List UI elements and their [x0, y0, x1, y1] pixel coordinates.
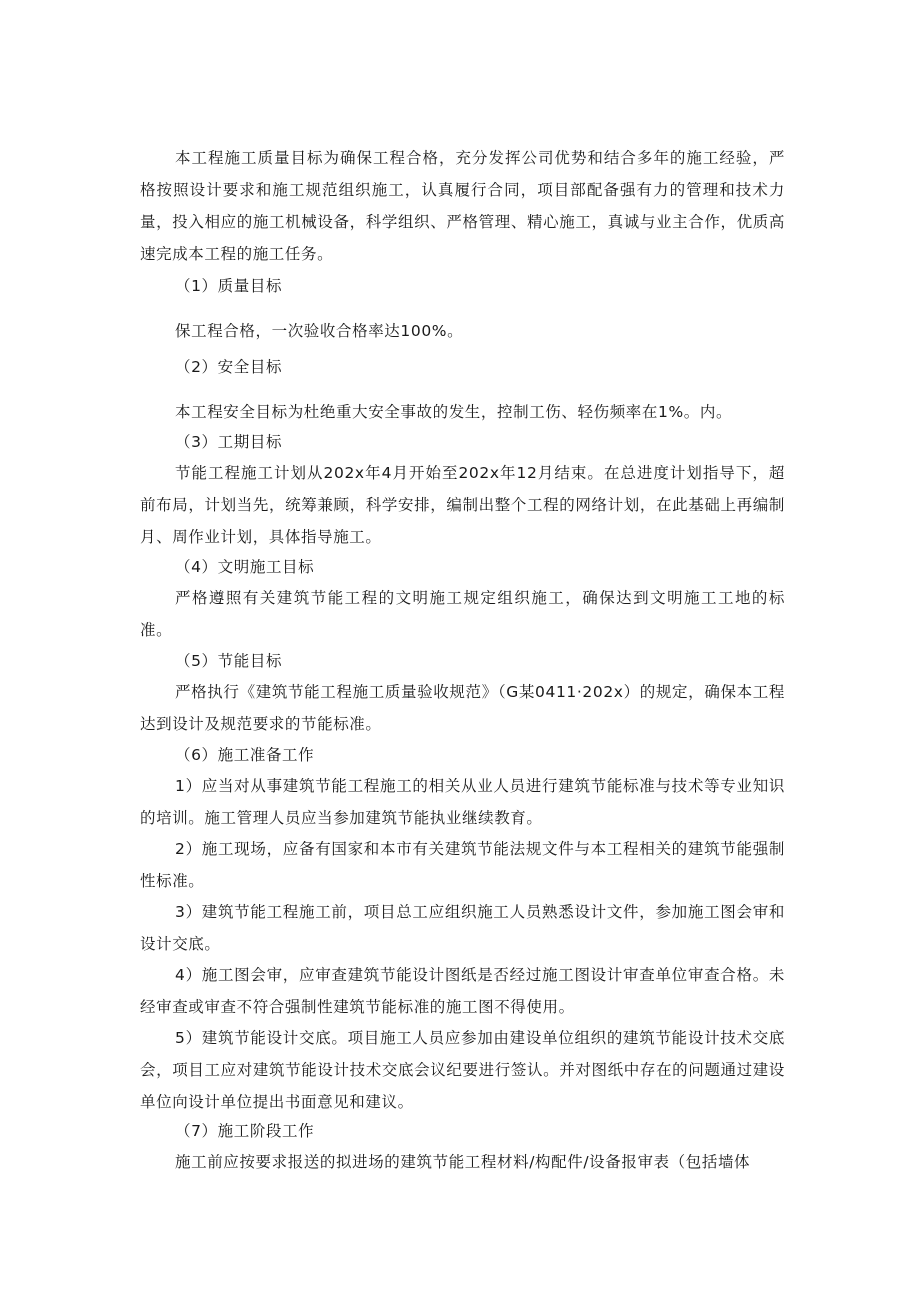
- preparation-item: 5）建筑节能设计交底。项目施工人员应参加由建设单位组织的建筑节能设计技术交底会，项目工应对建筑节能设计技术交底会议纪要进行签认。并对图纸中存在的问题通过建设单位向设计单位提出书面意见和建议。: [140, 1029, 785, 1111]
- schedule-paragraph: 节能工程施工计划从202x年4月开始至202x年12月结束。在总进度计划指导下，超前布局，计划当先，统筹兼顾，科学安排，编制出整个工程的网络计划，在此基础上再编制月、周作业计划，具体指导施工。: [140, 464, 785, 546]
- safety-paragraph: 本工程安全目标为杜绝重大安全事故的发生，控制工伤、轻伤频率在1%。内。: [175, 403, 733, 421]
- section-heading-civilized: （4）文明施工目标: [175, 558, 315, 576]
- section-heading-energy: （5）节能目标: [175, 652, 283, 670]
- construction-paragraph: 施工前应按要求报送的拟进场的建筑节能工程材料/构配件/设备报审表（包括墙体: [175, 1153, 751, 1171]
- quality-paragraph: 保工程合格，一次验收合格率达100%。: [175, 322, 464, 340]
- energy-paragraph: 严格执行《建筑节能工程施工质量验收规范》（G某0411·202x）的规定，确保本工程达到设计及规范要求的节能标准。: [140, 683, 785, 733]
- section-heading-quality: （1）质量目标: [175, 277, 283, 295]
- civilized-paragraph: 严格遵照有关建筑节能工程的文明施工规定组织施工，确保达到文明施工工地的标准。: [140, 589, 785, 639]
- section-heading-preparation: （6）施工准备工作: [175, 746, 315, 764]
- preparation-item: 4）施工图会审，应审查建筑节能设计图纸是否经过施工图设计审查单位审查合格。未经审查或审查不符合强制性建筑节能标准的施工图不得使用。: [140, 966, 785, 1016]
- section-heading-safety: （2）安全目标: [175, 358, 283, 376]
- intro-paragraph: 本工程施工质量目标为确保工程合格，充分发挥公司优势和结合多年的施工经验，严格按照设计要求和施工规范组织施工，认真履行合同，项目部配备强有力的管理和技术力量，投入相应的施工机械设备，科学组织、严格管理、精心施工，真诚与业主合作，优质高速完成本工程的施工任务。: [140, 149, 785, 263]
- section-heading-schedule: （3）工期目标: [175, 433, 283, 451]
- preparation-item: 3）建筑节能工程施工前，项目总工应组织施工人员熟悉设计文件，参加施工图会审和设计交底。: [140, 903, 785, 953]
- section-heading-construction: （7）施工阶段工作: [175, 1122, 315, 1140]
- preparation-item: 1）应当对从事建筑节能工程施工的相关从业人员进行建筑节能标准与技术等专业知识的培训。施工管理人员应当参加建筑节能执业继续教育。: [140, 777, 785, 827]
- preparation-item: 2）施工现场，应备有国家和本市有关建筑节能法规文件与本工程相关的建筑节能强制性标准。: [140, 840, 785, 890]
